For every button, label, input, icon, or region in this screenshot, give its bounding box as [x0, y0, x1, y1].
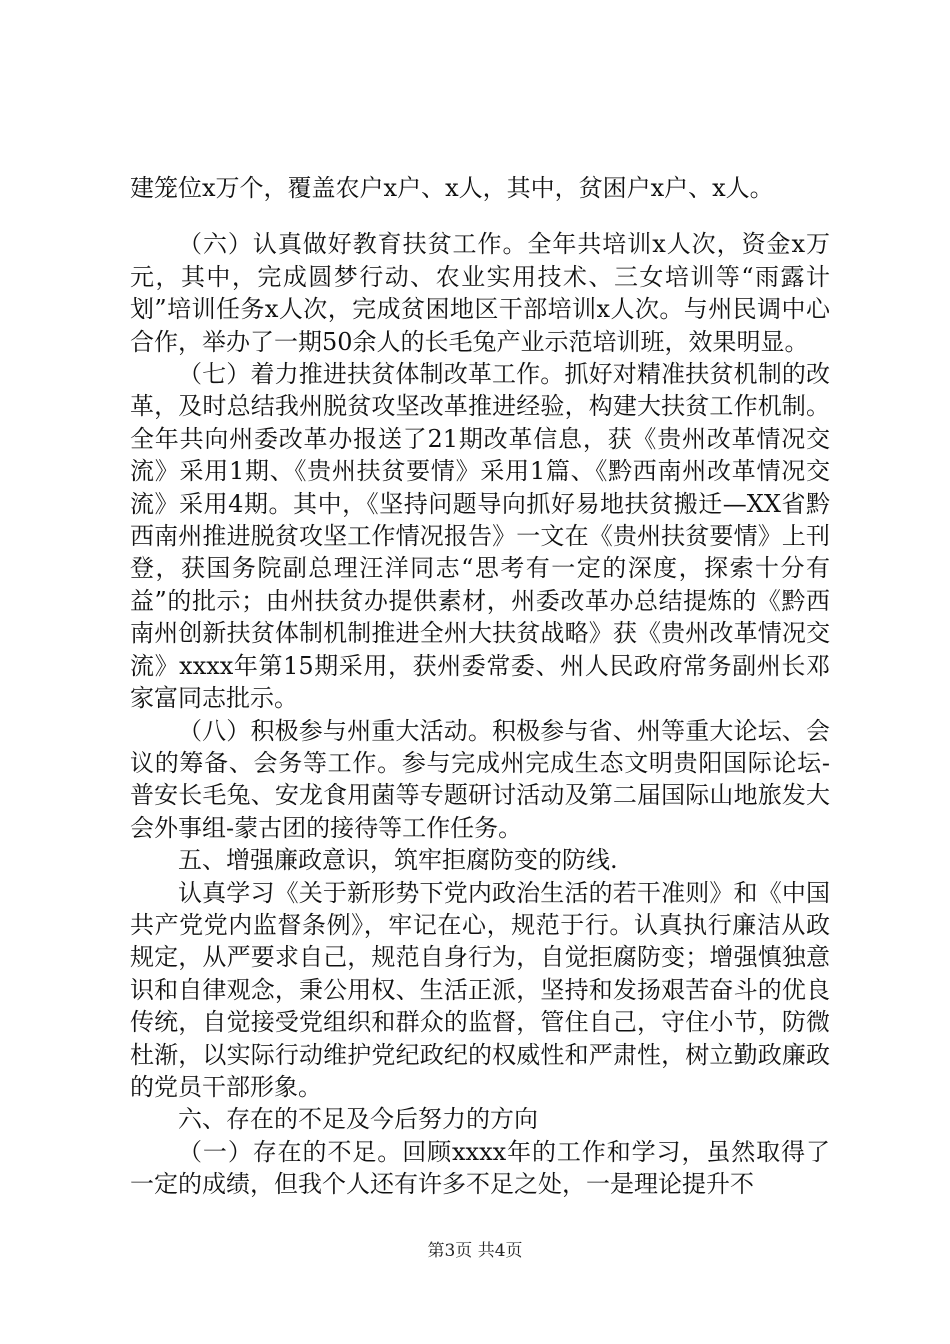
- document-body: [130, 172, 830, 1201]
- page-footer: [0, 1240, 950, 1262]
- page-number-label: 第3页 共4页: [427, 1241, 523, 1261]
- paragraph-continuation: 建笼位x万个，覆盖农户x户、x人，其中，贫困户x户、x人。: [130, 174, 774, 202]
- paragraph-major-activities: （八）积极参与州重大活动。积极参与省、州等重大论坛、会议的筹备、会务等工作。参与完成州完成生态文明贵阳国际论坛-普安长毛兔、安龙食用菌等专题研讨活动及第二届国际山地旅发大会外事组-蒙古团的接待等工作任务。: [130, 716, 830, 842]
- section-heading-shortcomings: 六、存在的不足及今后努力的方向: [178, 1105, 538, 1134]
- paragraph-shortcomings: （一）存在的不足。回顾xxxx年的工作和学习，虽然取得了一定的成绩，但我个人还有许多不足之处，一是理论提升不: [130, 1137, 830, 1199]
- section-heading-integrity: 五、增强廉政意识，筑牢拒腐防变的防线.: [178, 846, 618, 875]
- paragraph-integrity: 认真学习《关于新形势下党内政治生活的若干准则》和《中国共产党党内监督条例》，牢记在心，规范于行。认真执行廉洁从政规定，从严要求自己，规范自身行为，自觉拒腐防变；增强慎独意识和自律观念，秉公用权、生活正派，坚持和发扬艰苦奋斗的优良传统，自觉接受党组织和群众的监督，管住自己，守住小节，防微杜渐，以实际行动维护党纪政纪的权威性和严肃性，树立勤政廉政的党员干部形象。: [130, 878, 830, 1101]
- paragraph-reform-work: （七）着力推进扶贫体制改革工作。抓好对精准扶贫机制的改革，及时总结我州脱贫攻坚改革推进经验，构建大扶贫工作机制。全年共向州委改革办报送了21期改革信息，获《贵州改革情况交流》采用1期、《贵州扶贫要情》采用1篇、《黔西南州改革情况交流》采用4期。其中，《坚持问题导向抓好易地扶贫搬迁—XX省黔西南州推进脱贫攻坚工作情况报告》一文在《贵州扶贫要情》上刊登，获国务院副总理汪洋同志“思考有一定的深度，探索十分有益”的批示；由州扶贫办提供素材，州委改革办总结提炼的《黔西南州创新扶贫体制机制推进全州大扶贫战略》获《贵州改革情况交流》xxxx年第15期采用，获州委常委、州人民政府常务副州长邓家富同志批示。: [130, 360, 830, 713]
- paragraph-education-poverty: （六）认真做好教育扶贫工作。全年共培训x人次，资金x万元，其中，完成圆梦行动、农业实用技术、三女培训等“雨露计划”培训任务x人次，完成贫困地区干部培训x人次。与州民调中心合作，举办了一期50余人的长毛兔产业示范培训班，效果明显。: [130, 230, 830, 356]
